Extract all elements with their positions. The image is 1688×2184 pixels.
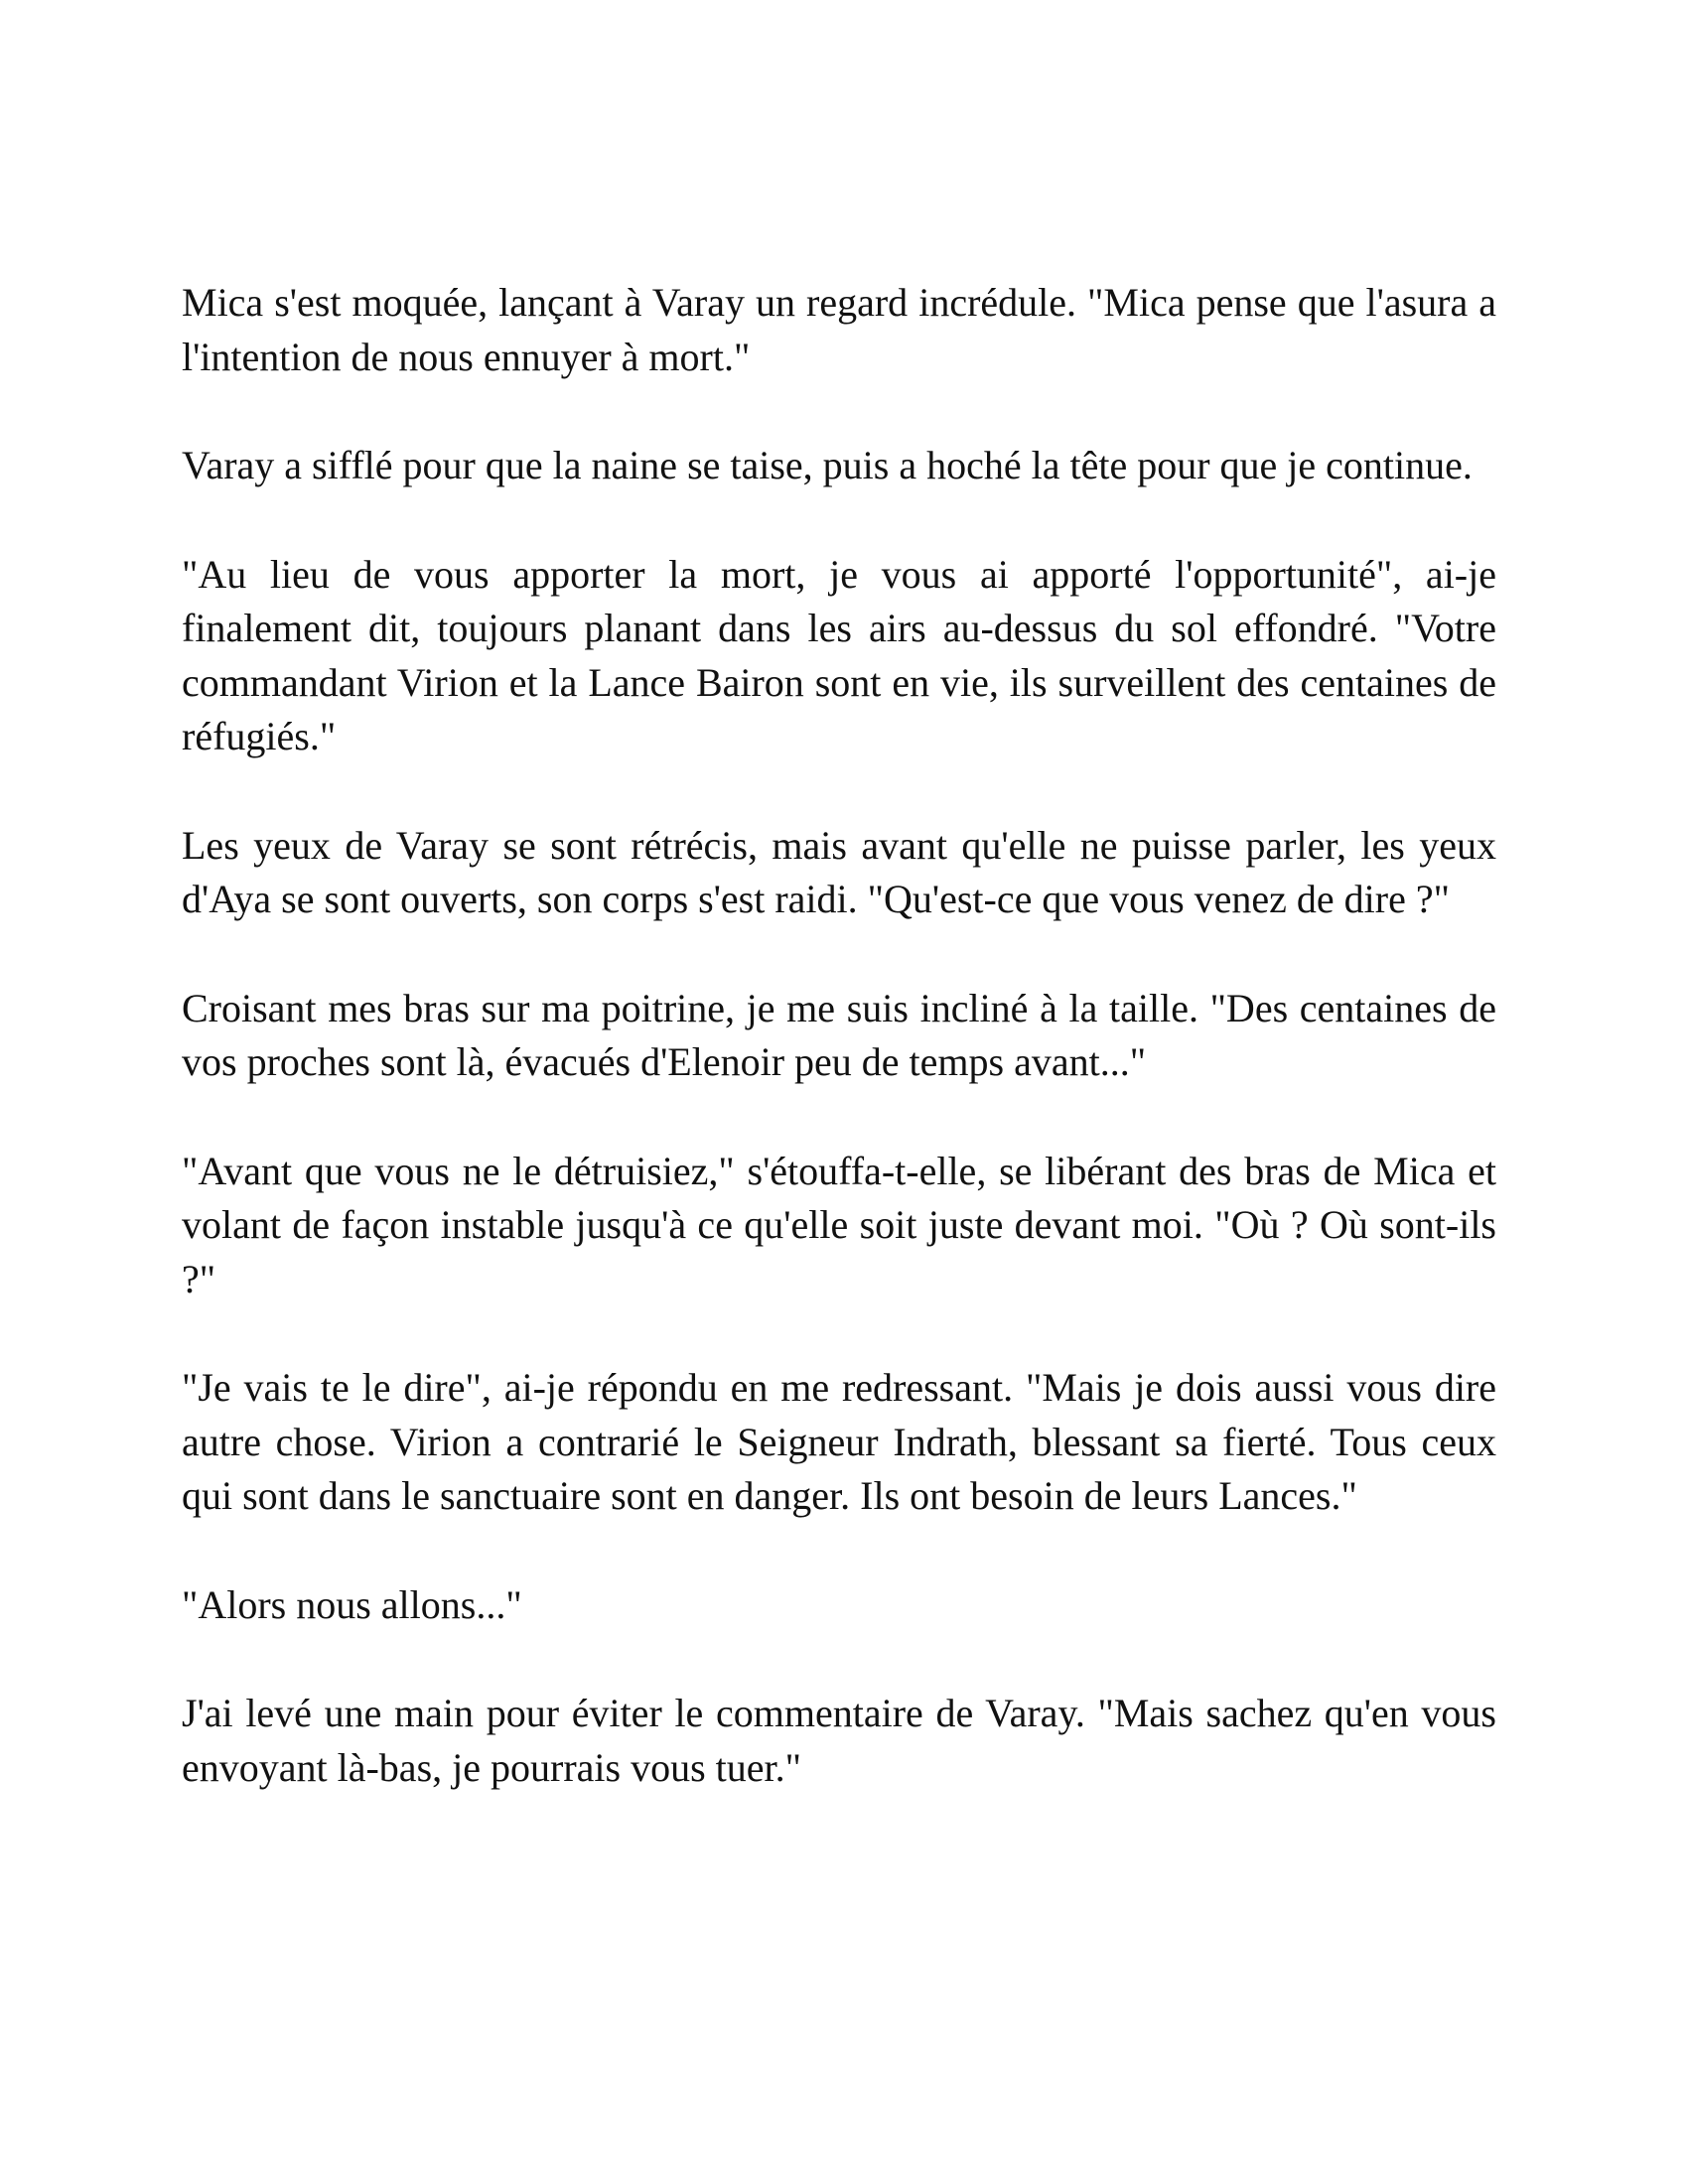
paragraph: "Je vais te le dire", ai-je répondu en me redressant. "Mais je dois aussi vous dire autre chose. Virion a contrarié le Seigneur Indrath, blessant sa fierté. Tous ceux qui sont dans le sanctuaire sont en danger. Ils ont besoin de leurs Lances." [182, 1365, 1496, 1518]
paragraph: "Avant que vous ne le détruisiez," s'étouffa-t-elle, se libérant des bras de Mica et volant de façon instable jusqu'à ce qu'elle soit juste devant moi. "Où ? Où sont-ils ?" [182, 1148, 1496, 1301]
document-body [182, 276, 1496, 1849]
paragraph: Les yeux de Varay se sont rétrécis, mais avant qu'elle ne puisse parler, les yeux d'Aya se sont ouverts, son corps s'est raidi. "Qu'est-ce que vous venez de dire ?" [182, 822, 1496, 921]
paragraph: Mica s'est moquée, lançant à Varay un regard incrédule. "Mica pense que l'asura a l'intention de nous ennuyer à mort." [182, 280, 1496, 379]
paragraph: Croisant mes bras sur ma poitrine, je me suis incliné à la taille. "Des centaines de vos proches sont là, évacués d'Elenoir peu de temps avant..." [182, 985, 1496, 1084]
paragraph: "Alors nous allons..." [182, 1581, 522, 1627]
paragraph: "Au lieu de vous apporter la mort, je vous ai apporté l'opportunité", ai-je finalement dit, toujours planant dans les airs au-dessus du sol effondré. "Votre commandant Virion et la Lance Bairon sont en vie, ils surveillent des centaines de réfugiés." [182, 551, 1496, 758]
paragraph: J'ai levé une main pour éviter le commentaire de Varay. "Mais sachez qu'en vous envoyant là-bas, je pourrais vous tuer." [182, 1691, 1496, 1790]
paragraph: Varay a sifflé pour que la naine se taise, puis a hoché la tête pour que je continue. [182, 443, 1473, 487]
